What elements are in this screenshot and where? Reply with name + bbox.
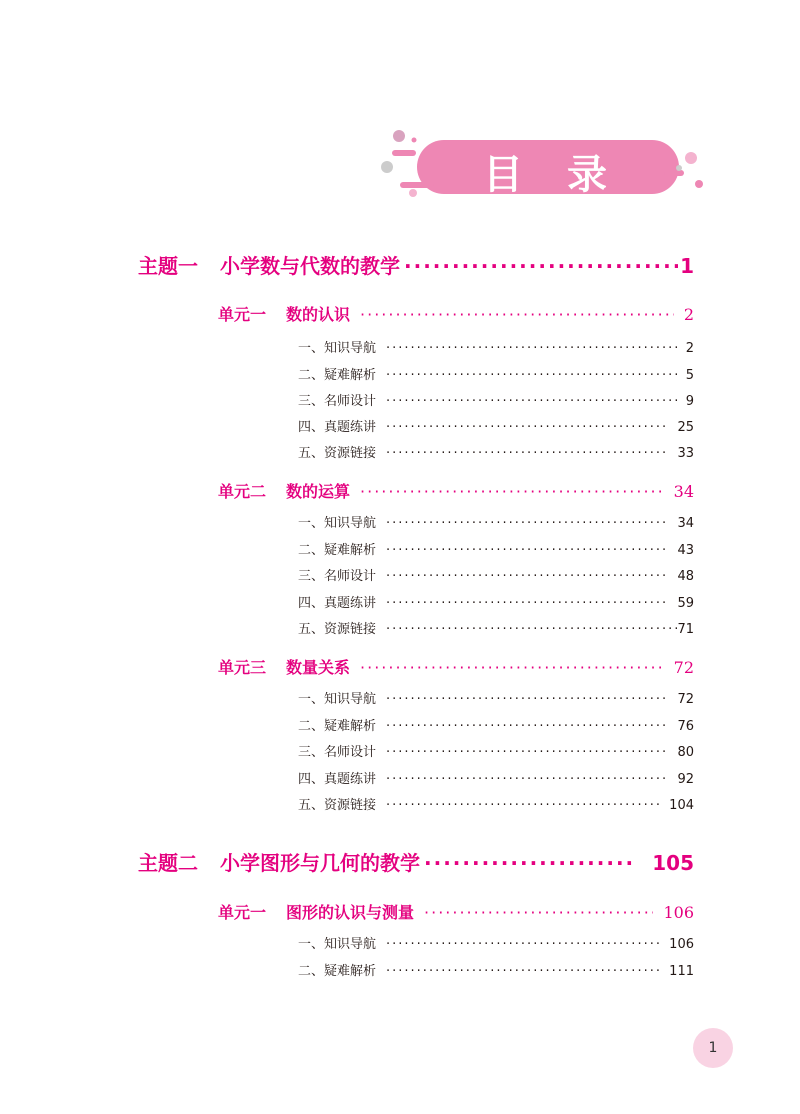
item-page-number: 106 — [669, 937, 694, 952]
toc-item-row[interactable] — [298, 337, 694, 356]
item-title: 一、知识导航 — [298, 516, 377, 531]
leader-dots — [360, 658, 664, 677]
item-page-number: 71 — [677, 622, 694, 637]
toc-title-banner — [380, 130, 710, 210]
toc-item-row[interactable] — [298, 688, 694, 707]
toc-unit-row[interactable] — [218, 655, 694, 678]
page-title: 目录 — [483, 152, 651, 198]
item-title: 二、疑难解析 — [298, 368, 377, 383]
leader-dots — [360, 482, 664, 501]
unit-page-number: 34 — [673, 482, 694, 501]
item-title: 五、资源链接 — [298, 798, 377, 813]
toc-unit-row[interactable] — [218, 479, 694, 502]
item-title: 一、知识导航 — [298, 341, 377, 356]
toc-item-row[interactable] — [298, 768, 694, 787]
item-page-number: 59 — [677, 596, 694, 611]
toc-item-row[interactable] — [298, 364, 694, 383]
leader-dots — [386, 596, 669, 611]
unit-number: 单元一 — [218, 305, 267, 324]
theme-number: 主题二 — [138, 851, 198, 875]
leader-dots — [386, 516, 669, 531]
theme-page-number: 1 — [680, 254, 694, 278]
item-title: 五、资源链接 — [298, 622, 377, 637]
leader-dots — [386, 692, 669, 707]
leader-dots — [386, 341, 678, 356]
unit-page-number: 2 — [683, 305, 694, 324]
leader-dots — [386, 772, 669, 787]
leader-dots — [386, 420, 669, 435]
item-page-number: 34 — [677, 516, 694, 531]
toc-item-row[interactable] — [298, 933, 694, 952]
item-title: 二、疑难解析 — [298, 719, 377, 734]
unit-page-number: 72 — [673, 658, 694, 677]
item-page-number: 43 — [677, 543, 694, 558]
toc-item-row[interactable] — [298, 565, 694, 584]
item-title: 四、真题练讲 — [298, 596, 377, 611]
leader-dots — [386, 368, 678, 383]
item-title: 一、知识导航 — [298, 937, 377, 952]
item-page-number: 9 — [685, 394, 694, 409]
item-page-number: 111 — [669, 964, 694, 979]
leader-dots — [386, 798, 661, 813]
item-title: 四、真题练讲 — [298, 420, 377, 435]
item-page-number: 92 — [677, 772, 694, 787]
toc-unit-row[interactable] — [218, 900, 694, 923]
toc-item-row[interactable] — [298, 592, 694, 611]
theme-number: 主题一 — [138, 254, 198, 278]
item-page-number: 5 — [685, 368, 694, 383]
leader-dots — [386, 937, 661, 952]
leader-dots — [386, 745, 669, 760]
unit-title: 图形的认识与测量 — [286, 903, 415, 922]
item-page-number: 80 — [677, 745, 694, 760]
toc-item-row[interactable] — [298, 390, 694, 409]
item-page-number: 104 — [669, 798, 694, 813]
toc-item-row[interactable] — [298, 794, 694, 813]
unit-number: 单元一 — [218, 903, 267, 922]
leader-dots — [386, 719, 669, 734]
unit-page-number: 106 — [663, 903, 694, 922]
toc-theme-row[interactable] — [138, 847, 694, 876]
toc-item-row[interactable] — [298, 715, 694, 734]
toc-item-row[interactable] — [298, 416, 694, 435]
theme-title: 小学图形与几何的教学 — [220, 851, 420, 875]
toc-item-row[interactable] — [298, 539, 694, 558]
unit-number: 单元三 — [218, 658, 267, 677]
leader-dots — [386, 622, 677, 637]
toc-item-row[interactable] — [298, 618, 694, 637]
item-title: 三、名师设计 — [298, 394, 377, 409]
leader-dots — [386, 569, 669, 584]
item-page-number: 33 — [677, 446, 694, 461]
leader-dots — [424, 903, 653, 922]
theme-page-number: 105 — [652, 851, 694, 875]
item-title: 五、资源链接 — [298, 446, 377, 461]
toc-theme-row[interactable] — [138, 250, 694, 279]
item-title: 三、名师设计 — [298, 569, 377, 584]
item-title: 三、名师设计 — [298, 745, 377, 760]
toc-item-row[interactable] — [298, 442, 694, 461]
toc-item-row[interactable] — [298, 512, 694, 531]
toc-item-row[interactable] — [298, 741, 694, 760]
leader-dots — [404, 254, 678, 278]
item-page-number: 76 — [677, 719, 694, 734]
item-title: 四、真题练讲 — [298, 772, 377, 787]
unit-number: 单元二 — [218, 482, 267, 501]
item-title: 二、疑难解析 — [298, 543, 377, 558]
item-title: 二、疑难解析 — [298, 964, 377, 979]
item-title: 一、知识导航 — [298, 692, 377, 707]
toc-unit-row[interactable] — [218, 302, 694, 325]
leader-dots — [386, 446, 669, 461]
theme-title: 小学数与代数的教学 — [220, 254, 400, 278]
leader-dots — [360, 305, 674, 324]
item-page-number: 48 — [677, 569, 694, 584]
item-page-number: 72 — [677, 692, 694, 707]
unit-title: 数的运算 — [286, 482, 351, 501]
item-page-number: 25 — [677, 420, 694, 435]
unit-title: 数的认识 — [286, 305, 351, 324]
leader-dots — [386, 964, 661, 979]
leader-dots — [386, 543, 669, 558]
leader-dots — [424, 851, 634, 875]
toc-item-row[interactable] — [298, 960, 694, 979]
item-page-number: 2 — [685, 341, 694, 356]
unit-title: 数量关系 — [286, 658, 351, 677]
leader-dots — [386, 394, 678, 409]
page-number-badge: 1 — [693, 1028, 733, 1068]
